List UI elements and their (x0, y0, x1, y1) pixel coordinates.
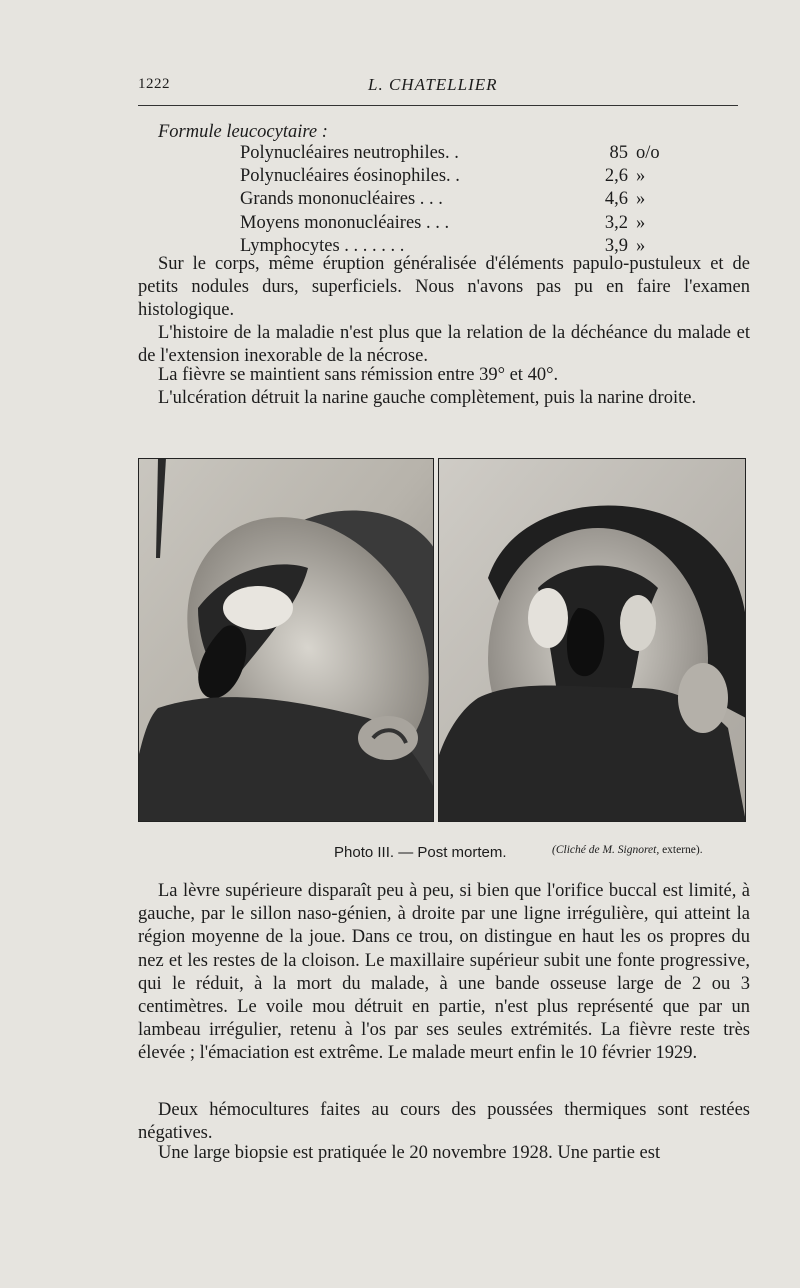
formula-label: Moyens mononucléaires . . . (240, 212, 450, 233)
running-title: L. CHATELLIER (368, 75, 498, 94)
paragraph-body-eruption: Sur le corps, même éruption généralisée d'éléments papulo-pustuleux et de petits nodules durs, superficiels. Nous n'avons pas pu en faire l'examen histologique. (138, 254, 750, 321)
page-header (138, 76, 738, 98)
formula-value: 3,2 (604, 212, 628, 233)
caption-credit-tail: externe). (662, 844, 703, 856)
formula-value: 85 (609, 143, 628, 163)
formula-label: Lymphocytes . . . . . . . (240, 235, 405, 256)
formula-label: Polynucléaires éosinophiles. . (240, 166, 460, 187)
formula-value: 4,6 (604, 189, 628, 210)
paragraph-fever: La fièvre se maintient sans rémission entre 39° et 40°. (158, 365, 559, 385)
table-row (240, 142, 676, 165)
caption-credit (552, 844, 703, 856)
table-row (240, 188, 676, 211)
photo-caption (138, 842, 750, 864)
formula-value: 3,9 (604, 235, 628, 256)
formula-unit: » (636, 235, 646, 256)
table-row (240, 165, 676, 188)
leucocyte-formula-table (240, 142, 676, 258)
photo-right-image (438, 458, 746, 822)
formula-label: Polynucléaires neutrophiles. . (240, 143, 459, 163)
header-rule (138, 105, 738, 106)
formula-unit: » (636, 166, 646, 187)
formula-unit: » (636, 189, 646, 210)
photo-plate (138, 458, 746, 822)
formula-unit: o/o (636, 143, 660, 163)
photo-left-profile (138, 458, 434, 822)
paragraph-ulceration: L'ulcération détruit la narine gauche complètement, puis la narine droite. (158, 388, 697, 408)
formula-value: 2,6 (604, 166, 628, 187)
formula-label: Grands mononucléaires . . . (240, 189, 443, 210)
paragraph-blood-cultures: Deux hémocultures faites au cours des poussées thermiques sont restées négatives. (138, 1100, 750, 1144)
caption-credit-name: (Cliché de M. Signoret, (552, 844, 660, 856)
paragraph-biopsy: Une large biopsie est pratiquée le 20 novembre 1928. Une partie est (158, 1143, 661, 1163)
formula-title: Formule leucocytaire : (158, 122, 328, 142)
photo-left-image (138, 458, 434, 822)
paragraph-disease-history: L'histoire de la maladie n'est plus que la relation de la déchéance du malade et de l'extension inexorable de la nécrose. (138, 323, 750, 367)
formula-unit: » (636, 212, 646, 233)
photo-right-frontal (438, 458, 746, 822)
page-number: 1222 (138, 76, 170, 92)
paragraph-upper-lip: La lèvre supérieure disparaît peu à peu, si bien que l'orifice buccal est limité, à gauche, par le sillon naso-génien, à droite par une ligne irrégulière, qui atteint la région moyenne de la joue. Dans ce trou, on distingue en haut les os propres du nez et les restes de la cloison. Le maxillaire supérieur subit une fonte progressive, qui le réduit, à la mort du malade, à une bande osseuse large de 2 ou 3 centimètres. Le voile mou détruit en partie, n'est plus représenté que par un lambeau irrégulier, retenu à l'os par ses seules extrémités. La fièvre reste très élevée ; l'émaciation est extrême. Le malade meurt enfin le 10 février 1929. (138, 881, 750, 1064)
table-row (240, 212, 676, 235)
caption-main: Photo III. — Post mortem. (334, 844, 507, 861)
